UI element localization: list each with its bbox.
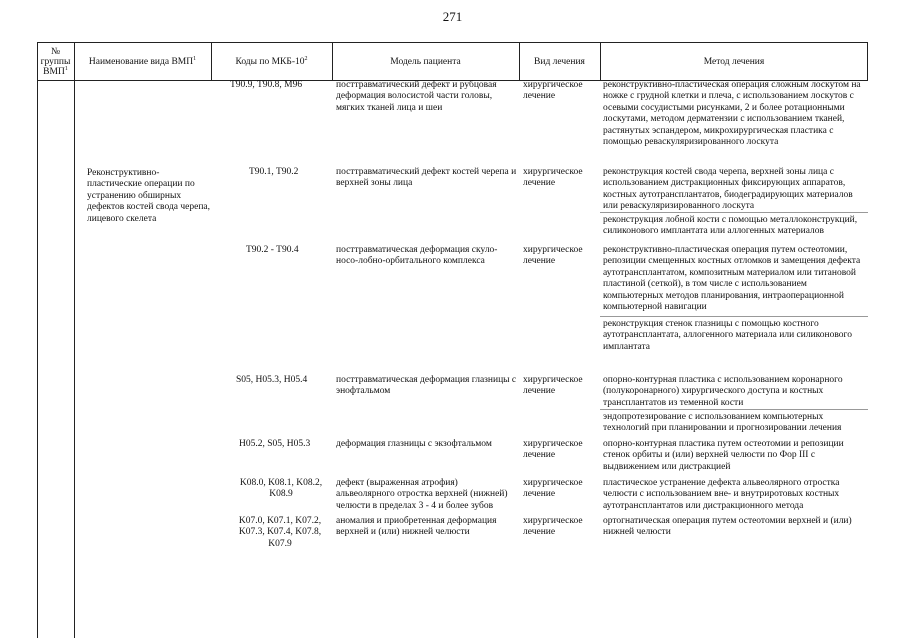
treatment-method: реконструкция костей свода черепа, верхней зоны лица с использованием дистракционных фиксирующих аппаратов, костных аутотрансплантатов, биодеградирующих материалов или реваскуляризированного лоскута [603, 167, 853, 212]
column-line [867, 42, 868, 80]
treatment-type: хирургическое лечение [523, 478, 583, 500]
patient-model: посттравматический дефект костей черепа и верхней зоны лица [336, 167, 517, 189]
table-header [37, 42, 868, 81]
treatment-table [37, 42, 868, 549]
icd-codes: T90.1, T90.2 [249, 167, 299, 177]
treatment-method: реконструкция стенок глазницы с помощью костного аутотрансплантата, аллогенного материала или силиконового имплантата [603, 319, 852, 352]
treatment-method: опорно-контурная пластика путем остеотомии и репозиции стенок орбиты и (или) верхней челюсти по Фор III с выдвижением или дистракцией [603, 439, 844, 472]
patient-model: деформация глазницы с экзофтальмом [336, 439, 492, 449]
treatment-method: пластическое устранение дефекта альвеолярного отростка челюсти с использованием вне- и внутриротовых костных аутотрансплантатов или дистракционного метода [603, 478, 840, 511]
treatment-method: ортогнатическая операция путем остеотомии верхней и (или) нижней челюсти [603, 516, 852, 538]
page-number: 271 [442, 9, 463, 24]
method-separator [600, 316, 868, 317]
treatment-method: опорно-контурная пластика с использованием коронарного (полукоронарного) хирургического доступа и костных трансплантатов из теменной кости [603, 375, 843, 408]
column-line [600, 42, 601, 80]
treatment-method: реконструкция лобной кости с помощью металлоконструкций, силиконового имплантата или аллогенных материалов [603, 215, 858, 237]
header-treatment-type: Вид лечения [534, 56, 585, 67]
treatment-type: хирургическое лечение [523, 167, 583, 189]
column-line [74, 42, 75, 638]
icd-codes: K08.0, K08.1, K08.2, K08.9 [239, 478, 323, 500]
method-separator [600, 212, 868, 213]
column-line [332, 42, 333, 80]
icd-codes: H05.2, S05, H05.3 [239, 439, 311, 449]
header-vmp-name: Наименование вида ВМП$^1$ [88, 55, 197, 67]
patient-model: посттравматическая деформация скуло-носо-лобно-орбитального комплекса [336, 245, 498, 267]
column-line [519, 42, 520, 80]
column-line [37, 42, 38, 638]
icd-codes: T90.2 - T90.4 [246, 245, 299, 255]
patient-model: дефект (выраженная атрофия) альвеолярного отростка верхней (нижней) челюсти в пределах 3 - 4 и более зубов [336, 478, 508, 511]
patient-model: аномалия и приобретенная деформация верхней и (или) нижней челюсти [336, 516, 497, 538]
column-line [211, 42, 212, 80]
header-group-no: № группы ВМП$^1$ [40, 46, 71, 77]
treatment-type: хирургическое лечение [523, 516, 583, 538]
treatment-type: хирургическое лечение [523, 375, 583, 397]
treatment-method: реконструктивно-пластическая операция сложным лоскутом на ножке с грудной клетки и плеча, с использованием лоскутов с осевыми сосудистыми рисунками, 2 и более ротационными лоскутами, методом дерматензии с использованием тканей, растянутых эспандером, микрохирургическая пластика с помощью реваскуляризированного лоскута [603, 80, 861, 148]
group-name: Реконструктивно-пластические операции по устранению обширных дефектов костей свода черепа, лицевого скелета [87, 168, 211, 224]
treatment-method: реконструктивно-пластическая операция путем остеотомии, репозиции смещенных костных отломков и замещения дефекта аутотрансплантатом, композитным материалом или титановой пластиной (сеткой), в том числе с использованием компьютерных методов планирования, интраоперационной компьютерной навигации [603, 245, 861, 313]
header-treatment-method: Метод лечения [703, 56, 765, 67]
icd-codes: T90.9, T90.8, M96 [230, 80, 303, 90]
patient-model: посттравматический дефект и рубцовая деформация волосистой части головы, мягких тканей лица и шеи [336, 80, 497, 113]
treatment-type: хирургическое лечение [523, 439, 583, 461]
icd-codes: S05, H05.3, H05.4 [236, 375, 308, 385]
header-icd-codes: Коды по МКБ-$10^2$ [235, 55, 308, 67]
treatment-type: хирургическое лечение [523, 245, 583, 267]
method-separator [600, 409, 868, 410]
header-patient-model: Модель пациента [390, 56, 461, 67]
treatment-method: эндопротезирование с использованием компьютерных технологий при планировании и прогнозировании лечения [603, 412, 842, 434]
patient-model: посттравматическая деформация глазницы с энофтальмом [336, 375, 517, 397]
treatment-type: хирургическое лечение [523, 80, 583, 102]
icd-codes: K07.0, K07.1, K07.2, K07.3, K07.4, K07.8, K07.9 [238, 516, 322, 549]
